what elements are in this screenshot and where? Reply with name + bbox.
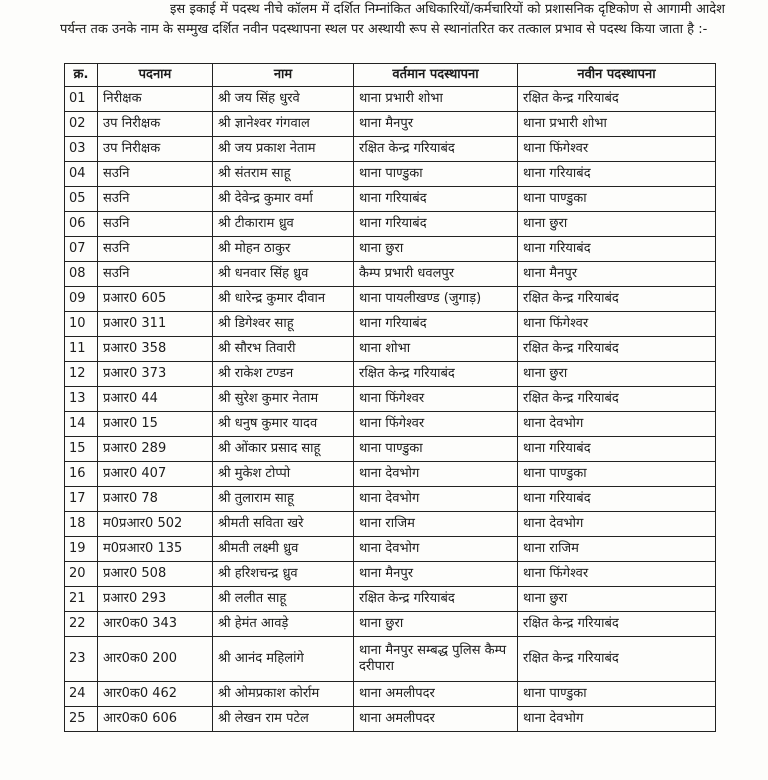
name-cell: श्री तुलाराम साहू bbox=[213, 487, 354, 512]
current-posting-cell: थाना मैनपुर bbox=[354, 112, 518, 137]
table-row bbox=[65, 387, 716, 412]
rank-cell: निरीक्षक bbox=[98, 87, 213, 112]
current-posting-cell: थाना देवभोग bbox=[354, 462, 518, 487]
name-cell: श्री राकेश टण्डन bbox=[213, 362, 354, 387]
table-row bbox=[65, 682, 716, 707]
rank-cell: प्रआर0 407 bbox=[98, 462, 213, 487]
current-posting-cell: थाना फिंगेश्वर bbox=[354, 387, 518, 412]
name-cell: श्री धनुष कुमार यादव bbox=[213, 412, 354, 437]
header-new-posting: नवीन पदस्थापना bbox=[518, 64, 716, 87]
serial-no-cell: 12 bbox=[65, 362, 98, 387]
header-rank: पदनाम bbox=[98, 64, 213, 87]
serial-no-cell: 17 bbox=[65, 487, 98, 512]
rank-cell: आर0क0 200 bbox=[98, 637, 213, 682]
name-cell: श्री टीकाराम ध्रुव bbox=[213, 212, 354, 237]
name-cell: श्री देवेन्द्र कुमार वर्मा bbox=[213, 187, 354, 212]
serial-no-cell: 24 bbox=[65, 682, 98, 707]
name-cell: श्री धारेन्द्र कुमार दीवान bbox=[213, 287, 354, 312]
name-cell: श्री लेखन राम पटेल bbox=[213, 707, 354, 732]
rank-cell: प्रआर0 373 bbox=[98, 362, 213, 387]
table-row bbox=[65, 487, 716, 512]
current-posting-cell: थाना छुरा bbox=[354, 237, 518, 262]
rank-cell: आर0क0 462 bbox=[98, 682, 213, 707]
table-row bbox=[65, 262, 716, 287]
current-posting-cell: रक्षित केन्द्र गरियाबंद bbox=[354, 587, 518, 612]
serial-no-cell: 18 bbox=[65, 512, 98, 537]
serial-no-cell: 14 bbox=[65, 412, 98, 437]
table-row bbox=[65, 437, 716, 462]
table-row bbox=[65, 212, 716, 237]
rank-cell: म0प्रआर0 135 bbox=[98, 537, 213, 562]
table-row bbox=[65, 707, 716, 732]
current-posting-cell: थाना फिंगेश्वर bbox=[354, 412, 518, 437]
serial-no-cell: 20 bbox=[65, 562, 98, 587]
rank-cell: सउनि bbox=[98, 212, 213, 237]
rank-cell: उप निरीक्षक bbox=[98, 137, 213, 162]
name-cell: श्रीमती लक्ष्मी ध्रुव bbox=[213, 537, 354, 562]
intro-text: इस इकाई में पदस्थ नीचे कॉलम में दर्शित निम्नांकित अधिकारियों/कर्मचारियों को प्रशासनिक दृष्टिकोण से आगामी आदेश पर्यन्त तक उनके नाम के सम्मुख दर्शित नवीन पदस्थापना स्थल पर अस्थायी रूप से स्थानांतरित कर तत्काल प्रभाव से पदस्थ किया जाता है :- bbox=[60, 2, 725, 37]
serial-no-cell: 03 bbox=[65, 137, 98, 162]
name-cell: श्रीमती सविता खरे bbox=[213, 512, 354, 537]
table-row bbox=[65, 587, 716, 612]
current-posting-cell: रक्षित केन्द्र गरियाबंद bbox=[354, 137, 518, 162]
new-posting-cell: थाना फिंगेश्वर bbox=[518, 137, 716, 162]
table-row bbox=[65, 362, 716, 387]
header-name: नाम bbox=[213, 64, 354, 87]
header-current-posting: वर्तमान पदस्थापना bbox=[354, 64, 518, 87]
current-posting-cell: थाना देवभोग bbox=[354, 487, 518, 512]
new-posting-cell: रक्षित केन्द्र गरियाबंद bbox=[518, 612, 716, 637]
serial-no-cell: 08 bbox=[65, 262, 98, 287]
current-posting-cell: थाना गरियाबंद bbox=[354, 187, 518, 212]
serial-no-cell: 16 bbox=[65, 462, 98, 487]
serial-no-cell: 01 bbox=[65, 87, 98, 112]
new-posting-cell: रक्षित केन्द्र गरियाबंद bbox=[518, 637, 716, 682]
current-posting-cell: थाना अमलीपदर bbox=[354, 707, 518, 732]
current-posting-cell: थाना प्रभारी शोभा bbox=[354, 87, 518, 112]
new-posting-cell: थाना पाण्डुका bbox=[518, 462, 716, 487]
rank-cell: प्रआर0 605 bbox=[98, 287, 213, 312]
name-cell: श्री ओंकार प्रसाद साहू bbox=[213, 437, 354, 462]
table-row bbox=[65, 87, 716, 112]
new-posting-cell: थाना छुरा bbox=[518, 212, 716, 237]
table-row bbox=[65, 462, 716, 487]
serial-no-cell: 11 bbox=[65, 337, 98, 362]
table-row bbox=[65, 187, 716, 212]
new-posting-cell: रक्षित केन्द्र गरियाबंद bbox=[518, 387, 716, 412]
table-header-row bbox=[65, 64, 716, 87]
current-posting-cell: थाना पायलीखण्ड (जुगाड़) bbox=[354, 287, 518, 312]
table-row bbox=[65, 562, 716, 587]
rank-cell: प्रआर0 293 bbox=[98, 587, 213, 612]
name-cell: श्री संतराम साहू bbox=[213, 162, 354, 187]
name-cell: श्री ललीत साहू bbox=[213, 587, 354, 612]
name-cell: श्री जय प्रकाश नेताम bbox=[213, 137, 354, 162]
table-row bbox=[65, 512, 716, 537]
rank-cell: म0प्रआर0 502 bbox=[98, 512, 213, 537]
rank-cell: उप निरीक्षक bbox=[98, 112, 213, 137]
new-posting-cell: थाना देवभोग bbox=[518, 412, 716, 437]
current-posting-cell: थाना अमलीपदर bbox=[354, 682, 518, 707]
rank-cell: आर0क0 606 bbox=[98, 707, 213, 732]
serial-no-cell: 06 bbox=[65, 212, 98, 237]
current-posting-cell: कैम्प प्रभारी धवलपुर bbox=[354, 262, 518, 287]
rank-cell: प्रआर0 289 bbox=[98, 437, 213, 462]
transfer-table bbox=[64, 63, 716, 732]
table-row bbox=[65, 537, 716, 562]
serial-no-cell: 10 bbox=[65, 312, 98, 337]
table-row bbox=[65, 287, 716, 312]
new-posting-cell: थाना देवभोग bbox=[518, 512, 716, 537]
name-cell: श्री सुरेश कुमार नेताम bbox=[213, 387, 354, 412]
table-row bbox=[65, 337, 716, 362]
table-row bbox=[65, 637, 716, 682]
name-cell: श्री डिगेश्वर साहू bbox=[213, 312, 354, 337]
rank-cell: प्रआर0 358 bbox=[98, 337, 213, 362]
new-posting-cell: रक्षित केन्द्र गरियाबंद bbox=[518, 337, 716, 362]
new-posting-cell: थाना छुरा bbox=[518, 587, 716, 612]
rank-cell: सउनि bbox=[98, 262, 213, 287]
serial-no-cell: 19 bbox=[65, 537, 98, 562]
new-posting-cell: थाना गरियाबंद bbox=[518, 162, 716, 187]
new-posting-cell: थाना फिंगेश्वर bbox=[518, 562, 716, 587]
table-row bbox=[65, 162, 716, 187]
serial-no-cell: 09 bbox=[65, 287, 98, 312]
current-posting-cell: थाना गरियाबंद bbox=[354, 212, 518, 237]
serial-no-cell: 04 bbox=[65, 162, 98, 187]
rank-cell: सउनि bbox=[98, 162, 213, 187]
serial-no-cell: 22 bbox=[65, 612, 98, 637]
header-serial-no: क्र. bbox=[65, 64, 98, 87]
rank-cell: प्रआर0 508 bbox=[98, 562, 213, 587]
table-row bbox=[65, 237, 716, 262]
serial-no-cell: 02 bbox=[65, 112, 98, 137]
rank-cell: सउनि bbox=[98, 237, 213, 262]
current-posting-cell: रक्षित केन्द्र गरियाबंद bbox=[354, 362, 518, 387]
serial-no-cell: 05 bbox=[65, 187, 98, 212]
table-body bbox=[65, 87, 716, 732]
rank-cell: प्रआर0 44 bbox=[98, 387, 213, 412]
new-posting-cell: थाना गरियाबंद bbox=[518, 437, 716, 462]
new-posting-cell: रक्षित केन्द्र गरियाबंद bbox=[518, 87, 716, 112]
rank-cell: प्रआर0 15 bbox=[98, 412, 213, 437]
table-row bbox=[65, 612, 716, 637]
serial-no-cell: 25 bbox=[65, 707, 98, 732]
name-cell: श्री हरिशचन्द्र ध्रुव bbox=[213, 562, 354, 587]
rank-cell: प्रआर0 311 bbox=[98, 312, 213, 337]
new-posting-cell: थाना छुरा bbox=[518, 362, 716, 387]
new-posting-cell: थाना पाण्डुका bbox=[518, 187, 716, 212]
current-posting-cell: थाना गरियाबंद bbox=[354, 312, 518, 337]
table-row bbox=[65, 312, 716, 337]
serial-no-cell: 23 bbox=[65, 637, 98, 682]
new-posting-cell: थाना प्रभारी शोभा bbox=[518, 112, 716, 137]
new-posting-cell: थाना राजिम bbox=[518, 537, 716, 562]
name-cell: श्री ज्ञानेश्वर गंगवाल bbox=[213, 112, 354, 137]
rank-cell: सउनि bbox=[98, 187, 213, 212]
current-posting-cell: थाना पाण्डुका bbox=[354, 437, 518, 462]
name-cell: श्री ओमप्रकाश कोर्राम bbox=[213, 682, 354, 707]
rank-cell: प्रआर0 78 bbox=[98, 487, 213, 512]
serial-no-cell: 15 bbox=[65, 437, 98, 462]
new-posting-cell: थाना गरियाबंद bbox=[518, 487, 716, 512]
new-posting-cell: थाना गरियाबंद bbox=[518, 237, 716, 262]
current-posting-cell: थाना मैनपुर bbox=[354, 562, 518, 587]
intro-paragraph bbox=[60, 0, 725, 40]
table-row bbox=[65, 137, 716, 162]
current-posting-cell: थाना छुरा bbox=[354, 612, 518, 637]
current-posting-cell: थाना राजिम bbox=[354, 512, 518, 537]
serial-no-cell: 13 bbox=[65, 387, 98, 412]
name-cell: श्री जय सिंह धुरवे bbox=[213, 87, 354, 112]
new-posting-cell: थाना देवभोग bbox=[518, 707, 716, 732]
name-cell: श्री सौरभ तिवारी bbox=[213, 337, 354, 362]
name-cell: श्री धनवार सिंह ध्रुव bbox=[213, 262, 354, 287]
name-cell: श्री आनंद महिलांगे bbox=[213, 637, 354, 682]
current-posting-cell: थाना देवभोग bbox=[354, 537, 518, 562]
table-row bbox=[65, 112, 716, 137]
current-posting-cell: थाना पाण्डुका bbox=[354, 162, 518, 187]
new-posting-cell: थाना मैनपुर bbox=[518, 262, 716, 287]
new-posting-cell: रक्षित केन्द्र गरियाबंद bbox=[518, 287, 716, 312]
serial-no-cell: 07 bbox=[65, 237, 98, 262]
name-cell: श्री हेमंत आवड़े bbox=[213, 612, 354, 637]
rank-cell: आर0क0 343 bbox=[98, 612, 213, 637]
current-posting-cell: थाना मैनपुर सम्बद्ध पुलिस कैम्प दरीपारा bbox=[354, 637, 518, 682]
table-row bbox=[65, 412, 716, 437]
name-cell: श्री मुकेश टोप्पो bbox=[213, 462, 354, 487]
new-posting-cell: थाना फिंगेश्वर bbox=[518, 312, 716, 337]
new-posting-cell: थाना पाण्डुका bbox=[518, 682, 716, 707]
name-cell: श्री मोहन ठाकुर bbox=[213, 237, 354, 262]
current-posting-cell: थाना शोभा bbox=[354, 337, 518, 362]
serial-no-cell: 21 bbox=[65, 587, 98, 612]
